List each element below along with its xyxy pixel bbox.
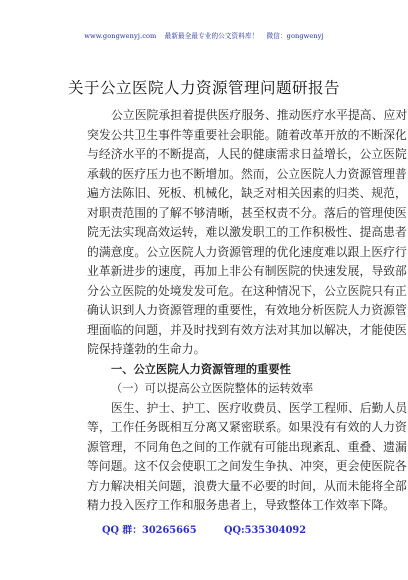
paragraph-line: 院保持蓬勃的生命力。 xyxy=(87,342,206,356)
paragraph-line: 等，工作任务既相互分离又紧密联系。如果没有有效的人力资 xyxy=(87,420,407,434)
subsection-heading: （一）可以提高公立医院整体的运转效率 xyxy=(111,382,314,395)
document-body xyxy=(87,106,408,516)
paragraph-line: 对职责范围的了解不够清晰，甚至权责不分。落后的管理使医 xyxy=(87,205,407,220)
paragraph-line: 医生、护士、护工、医疗收费员、医学工程师、后勤人员 xyxy=(111,400,408,415)
paragraph-line: 确认识到人力资源管理的重要性，有效地分析医院人力资源管 xyxy=(87,303,407,317)
paragraph-line: 突发公共卫生事件等重要社会职能。随着改革开放的不断深化 xyxy=(87,127,407,142)
paragraph-line: 业革新进步的速度，再加上非公有制医院的快速发展，导致部 xyxy=(87,264,407,278)
paragraph-line: 院无法实现高效运转，难以激发职工的工作积极性、提高患者 xyxy=(87,225,407,239)
header-wechat: 微信：gongwenyj xyxy=(266,32,324,40)
paragraph-line: 源管理，不同角色之间的工作就有可能出现紊乱、重叠、遗漏 xyxy=(87,439,407,454)
footer-qq-group: QQ 群：30265665 xyxy=(101,525,197,536)
paragraph-line: 遍方法陈旧、死板、机械化，缺乏对相关因素的归类、规范， xyxy=(87,186,407,200)
paragraph-line: 等问题。这不仅会使职工之间发生争执、冲突，更会使医院各 xyxy=(87,459,407,473)
page-footer xyxy=(0,522,408,536)
paragraph-line: 公立医院承担着提供医疗服务、推动医疗水平提高、应对 xyxy=(111,108,408,122)
header-site-link[interactable]: www.gongwenyj.com xyxy=(84,32,157,40)
header-slogan: 最新最全最专业的公文资料库！ xyxy=(164,32,259,40)
footer-qq: QQ:535304092 xyxy=(223,525,307,536)
paragraph-line: 方力解决相关问题，浪费大量不必要的时间，从而未能将全部 xyxy=(87,478,407,493)
section-heading: 一、公立医院人力资源管理的重要性 xyxy=(111,362,291,376)
paragraph-line: 与经济水平的不断提高，人民的健康需求日益增长，公立医院 xyxy=(87,147,407,161)
paragraph-line: 理面临的问题，并及时找到有效方法对其加以解决，才能使医 xyxy=(87,322,407,337)
paragraph-line: 精力投入医疗工作和服务患者上，导致整体工作效率下降。 xyxy=(87,498,396,512)
paragraph-line: 承载的医疗压力也不断增加。然而，公立医院人力资源管理普 xyxy=(87,166,407,181)
page-header xyxy=(0,30,408,40)
paragraph-line: 的满意度。公立医院人力资源管理的优化速度难以跟上医疗行 xyxy=(87,244,407,259)
paragraph-line: 分公立医院的处境发发可危。在这种情况下，公立医院只有正 xyxy=(87,283,407,298)
document-title: 关于公立医院人力资源管理问题研报告 xyxy=(67,79,340,97)
